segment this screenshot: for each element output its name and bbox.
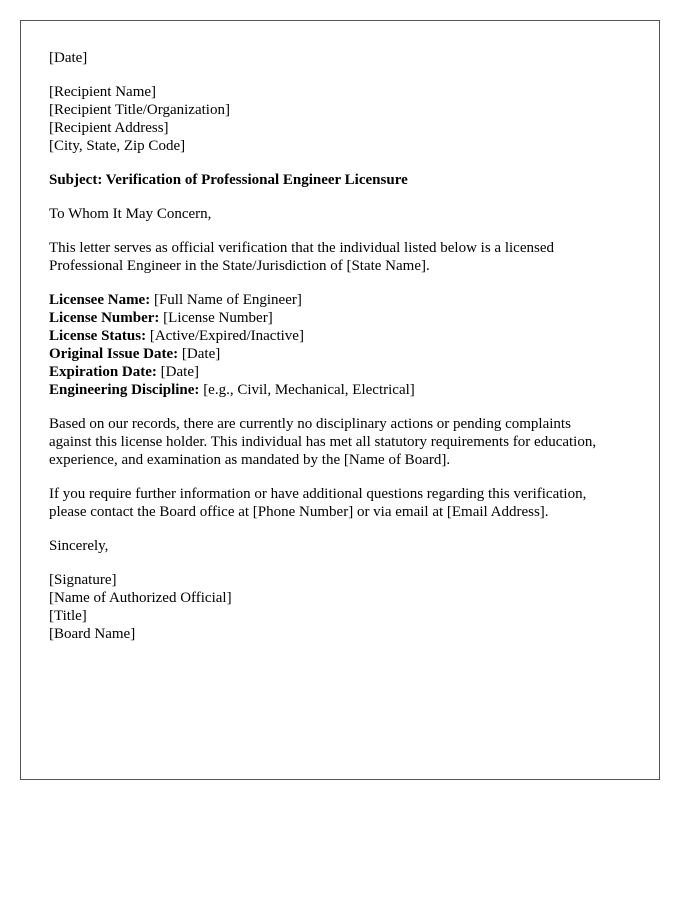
board-name: [Board Name]	[49, 626, 136, 642]
letter-page	[20, 20, 660, 780]
detail-label: Original Issue Date:	[49, 346, 179, 362]
detail-license-number	[49, 309, 631, 327]
detail-expiration-date	[49, 363, 631, 381]
intro-line: This letter serves as official verification that the individual listed below is a licensed	[49, 240, 554, 256]
official-title: [Title]	[49, 608, 87, 624]
official-name: [Name of Authorized Official]	[49, 590, 232, 606]
subject-block	[49, 171, 631, 189]
detail-label: License Status:	[49, 328, 147, 344]
detail-value: [Active/Expired/Inactive]	[146, 328, 304, 344]
signature-block	[49, 571, 631, 643]
subject-line: Subject: Verification of Professional Engineer Licensure	[49, 172, 408, 188]
intro-paragraph	[49, 239, 631, 275]
intro-line: Professional Engineer in the State/Jurisdiction of [State Name].	[49, 258, 430, 274]
closing: Sincerely,	[49, 538, 109, 554]
records-line: experience, and examination as mandated by the [Name of Board].	[49, 452, 451, 468]
contact-paragraph	[49, 485, 631, 521]
records-line: against this license holder. This individual has met all statutory requirements for education,	[49, 434, 597, 450]
detail-value: [Date]	[156, 364, 199, 380]
detail-engineering-discipline	[49, 381, 631, 399]
detail-value: [Full Name of Engineer]	[150, 292, 302, 308]
contact-line: please contact the Board office at [Phone Number] or via email at [Email Address].	[49, 504, 549, 520]
date-block	[49, 49, 631, 67]
salutation: To Whom It May Concern,	[49, 206, 212, 222]
salutation-block	[49, 205, 631, 223]
detail-label: Expiration Date:	[49, 364, 157, 380]
contact-line: If you require further information or have additional questions regarding this verification,	[49, 486, 587, 502]
recipient-title-org: [Recipient Title/Organization]	[49, 102, 230, 118]
license-details	[49, 291, 631, 399]
detail-value: [Date]	[178, 346, 221, 362]
detail-value: [e.g., Civil, Mechanical, Electrical]	[199, 382, 415, 398]
signature-placeholder: [Signature]	[49, 572, 117, 588]
recipient-city-state-zip: [City, State, Zip Code]	[49, 138, 186, 154]
recipient-block	[49, 83, 631, 155]
detail-label: License Number:	[49, 310, 160, 326]
recipient-name: [Recipient Name]	[49, 84, 157, 100]
detail-original-issue-date	[49, 345, 631, 363]
detail-label: Engineering Discipline:	[49, 382, 200, 398]
detail-value: [License Number]	[159, 310, 273, 326]
records-line: Based on our records, there are currently no disciplinary actions or pending complaints	[49, 416, 571, 432]
letter-date: [Date]	[49, 50, 88, 66]
detail-licensee-name	[49, 291, 631, 309]
closing-block	[49, 537, 631, 555]
detail-license-status	[49, 327, 631, 345]
detail-label: Licensee Name:	[49, 292, 151, 308]
recipient-address: [Recipient Address]	[49, 120, 169, 136]
records-paragraph	[49, 415, 631, 469]
